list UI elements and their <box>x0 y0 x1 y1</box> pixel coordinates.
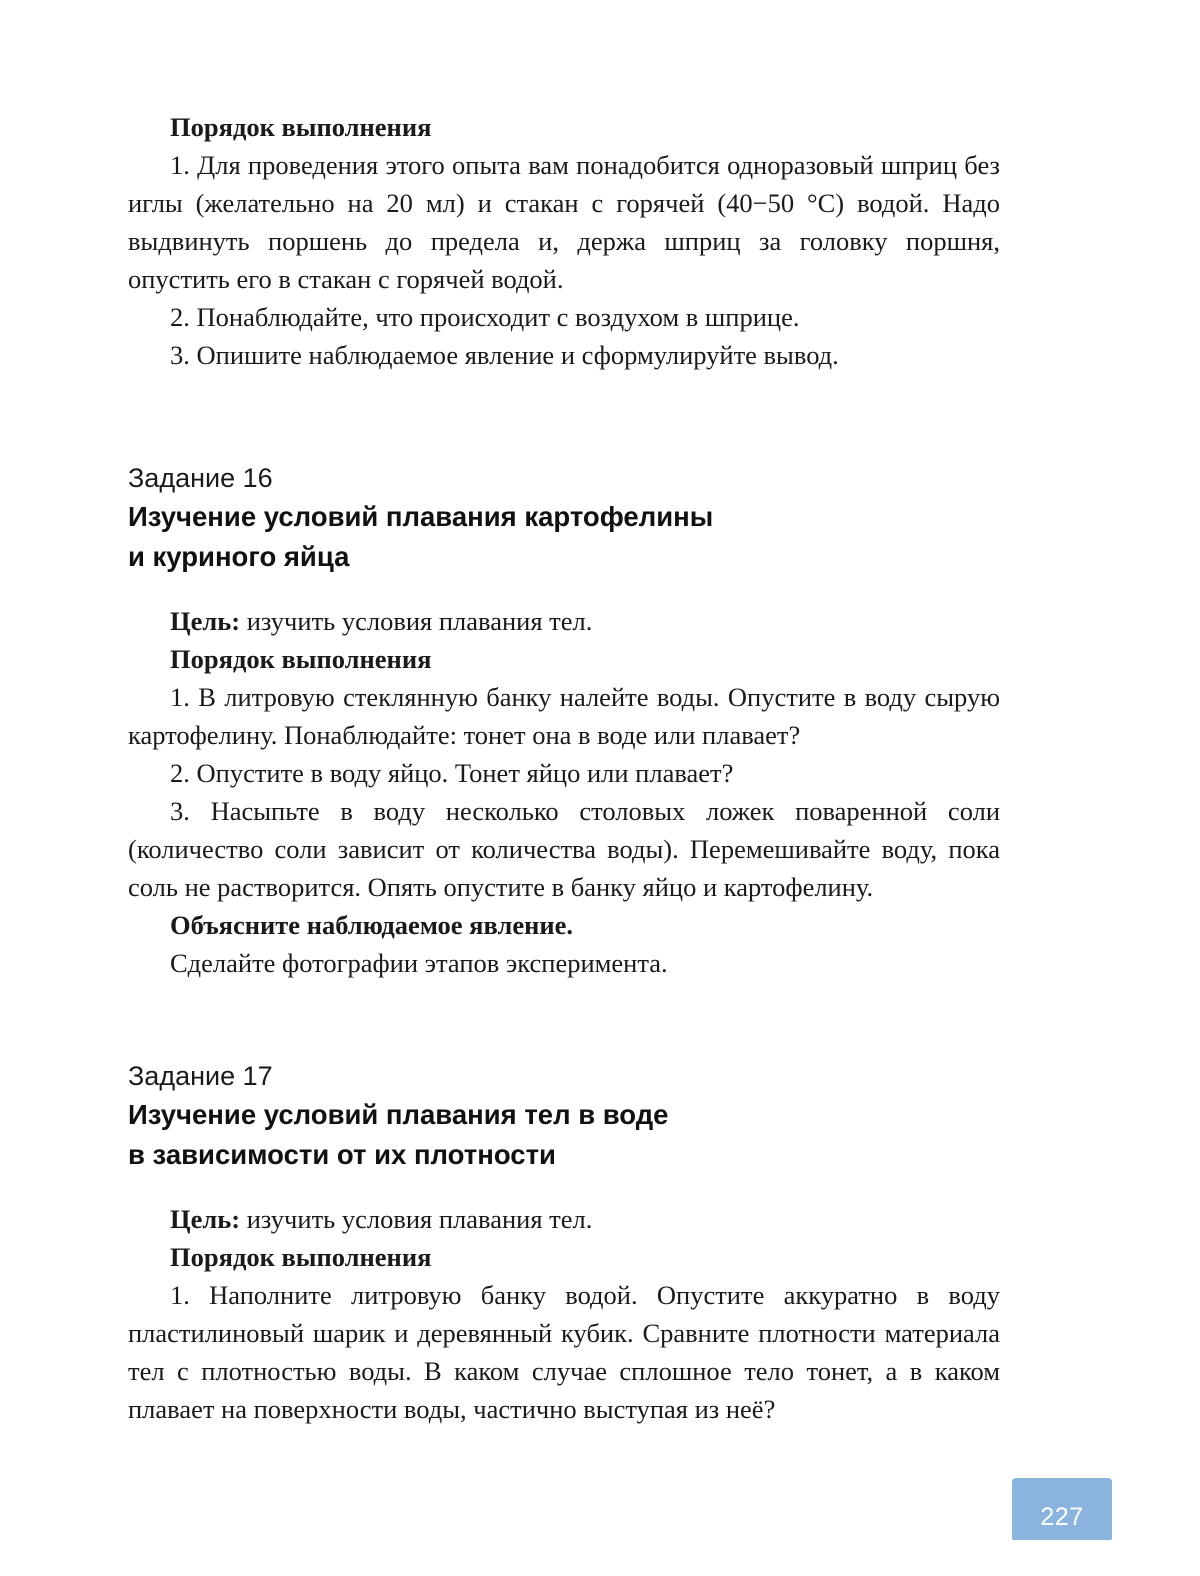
task-17-title-line2: в зависимости от их плотности <box>128 1139 556 1170</box>
task-16-photo-note: Сделайте фотографии этапов эксперимента. <box>170 948 668 978</box>
spacer <box>128 576 1000 602</box>
order-heading-top: Порядок выполнения <box>170 112 432 142</box>
task-17-order-heading: Порядок выполнения <box>170 1242 432 1272</box>
page-number: 227 <box>1040 1503 1084 1531</box>
task-16-item-1: 1. В литровую стеклянную банку налейте воды. Опустите в воду сырую картофелину. Понаблюдайте: тонет она в воде или плавает? <box>128 682 1000 750</box>
task-16-title-line1: Изучение условий плавания картофелины <box>128 501 714 532</box>
task-17-goal <box>128 1200 1000 1238</box>
page-content <box>128 108 1000 1428</box>
order-item-1-top: 1. Для проведения этого опыта вам понадобится одноразовый шприц без иглы (желательно на 20 мл) и стакан с горячей (40−50 °C) водой. Надо выдвинуть поршень до предела и, держа шприц за головку поршня, опустить его в стакан с горячей водой. <box>128 150 1000 294</box>
task-16-goal-text: изучить условия плавания тел. <box>240 606 593 636</box>
order-item-2-top: 2. Понаблюдайте, что происходит с воздухом в шприце. <box>170 302 800 332</box>
task-17 <box>128 1058 1000 1428</box>
task-16 <box>128 460 1000 982</box>
task-17-item-1: 1. Наполните литровую банку водой. Опустите аккуратно в воду пластилиновый шарик и деревянный кубик. Сравните плотности материала тел с плотностью воды. В каком случае сплошное тело тонет, а в каком плавает на поверхности воды, частично выступая из неё? <box>128 1280 1000 1424</box>
task-16-item-2: 2. Опустите в воду яйцо. Тонет яйцо или плавает? <box>170 758 734 788</box>
task-17-title-line1: Изучение условий плавания тел в воде <box>128 1099 669 1130</box>
task-16-explain: Объясните наблюдаемое явление. <box>170 910 574 940</box>
task-16-number: Задание 16 <box>128 463 273 493</box>
task-17-goal-label: Цель: <box>170 1204 241 1234</box>
task-16-goal-label: Цель: <box>170 606 241 636</box>
task-17-goal-text: изучить условия плавания тел. <box>240 1204 593 1234</box>
spacer <box>128 374 1000 460</box>
order-item-3-top: 3. Опишите наблюдаемое явление и сформулируйте вывод. <box>170 340 839 370</box>
task-16-order-heading: Порядок выполнения <box>170 644 432 674</box>
task-16-goal <box>128 602 1000 640</box>
task-16-item-3: 3. Насыпьте в воду несколько столовых ложек поваренной соли (количество соли зависит от количества воды). Перемешивайте воду, пока соль не растворится. Опять опустите в банку яйцо и картофелину. <box>128 796 1000 902</box>
task-17-number: Задание 17 <box>128 1061 273 1091</box>
spacer <box>128 1174 1000 1200</box>
task-16-title-line2: и куриного яйца <box>128 541 350 572</box>
page-number-tab <box>1012 1478 1112 1540</box>
section-order-top <box>128 108 1000 374</box>
spacer <box>128 982 1000 1058</box>
